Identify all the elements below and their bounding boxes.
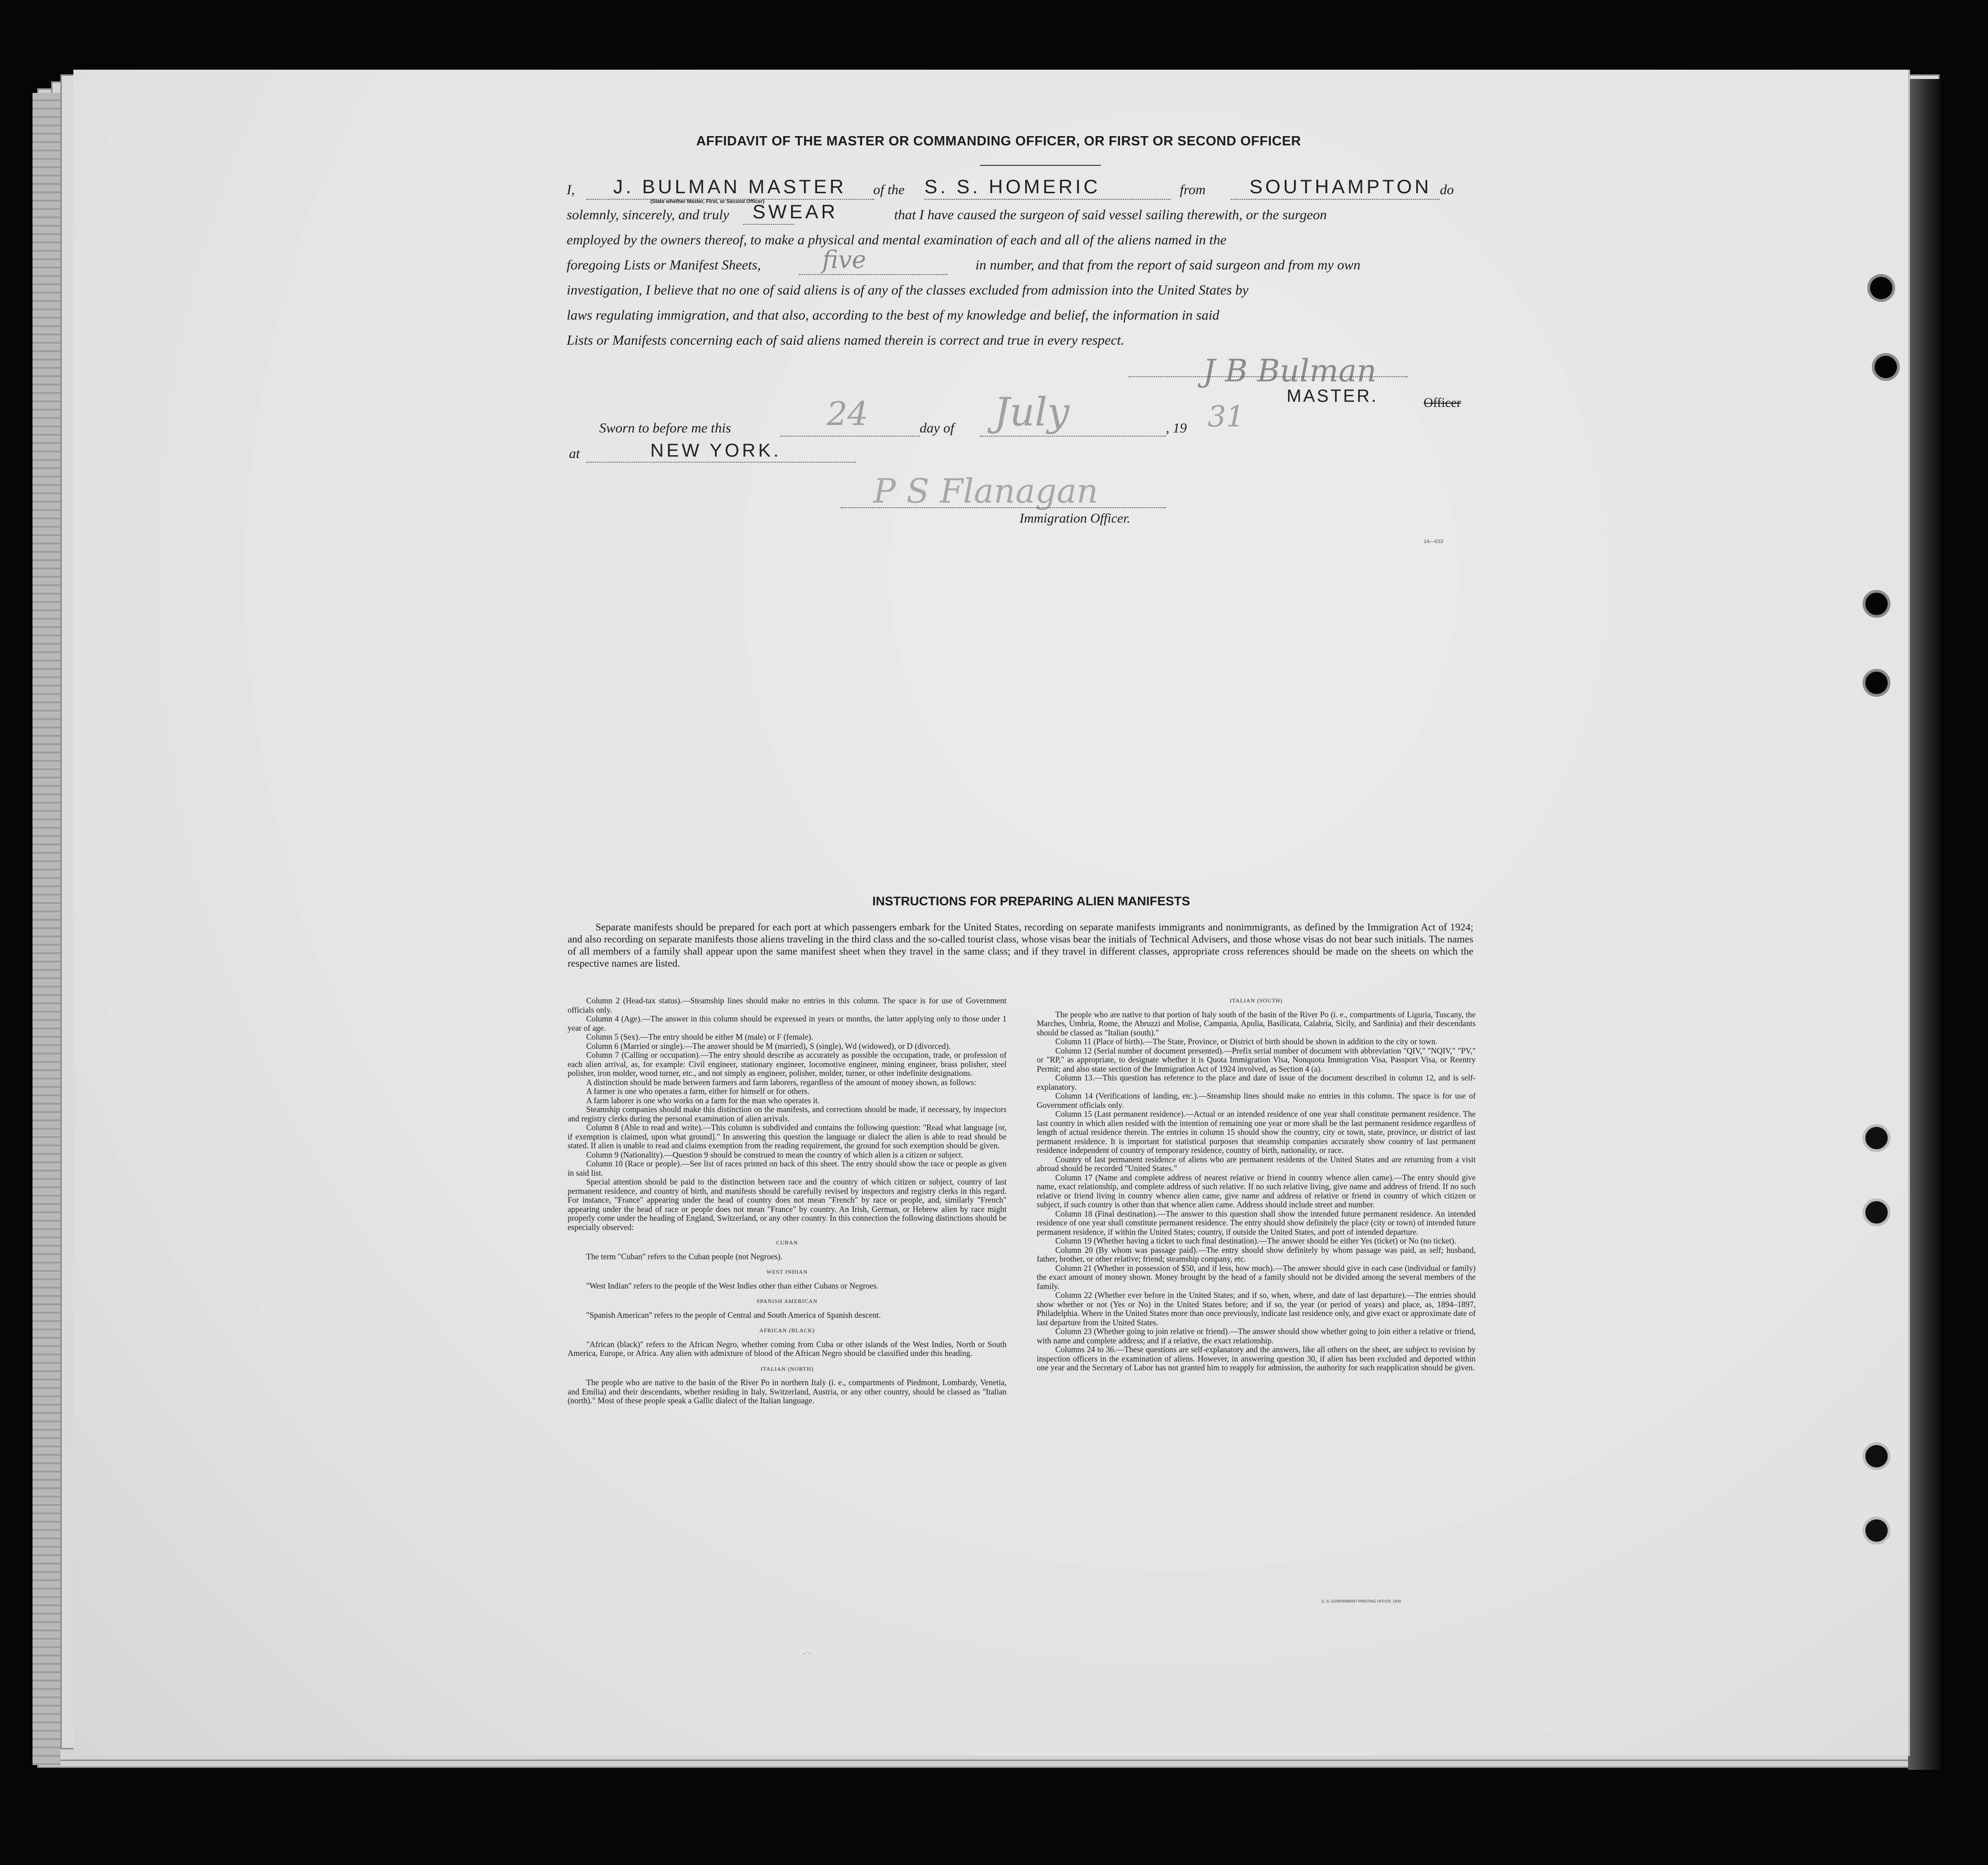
field-line xyxy=(1231,199,1440,200)
instruction-paragraph: Column 12 (Serial number of document presented).—Prefix serial number of document with abbreviation "QIV," "NQIV," "PV," or "RP," as appropriate, to designate whether it is Quota Immigration Visa, Nonquota Immigration Visa, Passport Visa, or Reentry Permit; and also state section of the Immigration Act of 1924 involved, as Section 4 (a). xyxy=(1037,1046,1476,1073)
sworn-place-field: NEW YORK. xyxy=(650,440,782,461)
ledger-binding-edge xyxy=(33,93,60,1765)
section-heading-african: AFRICAN (BLACK) xyxy=(759,1327,815,1334)
instruction-paragraph: Column 2 (Head-tax status).—Steamship lines should make no entries in this column. The space is for use of Government officials only. xyxy=(568,996,1007,1014)
instruction-paragraph: A farm laborer is one who works on a farm for the man who operates it. xyxy=(586,1095,820,1105)
instruction-paragraph: Column 9 (Nationality).—Question 9 should be construed to mean the country of which alien is a citizen or subject. xyxy=(586,1150,963,1159)
affidavit-title: AFFIDAVIT OF THE MASTER OR COMMANDING OFFICER, OR FIRST OR SECOND OFFICER xyxy=(696,134,1301,149)
sworn-month-field: July xyxy=(994,389,1070,435)
affidavit-in-number: in number, and that from the report of said surgeon and from my own xyxy=(975,257,1360,273)
instruction-paragraph: Column 10 (Race or people).—See list of races printed on back of this sheet. The entry should show the race or people as given in said list. xyxy=(568,1159,1007,1178)
instructions-intro xyxy=(568,921,1473,969)
instruction-paragraph: Column 18 (Final destination).—The answer to this question shall show the intended future permanent residence. An intended residence of one year shall constitute permanent residence. The entry should show definitely the place (city or town) of intended future permanent residence, if within the United States; country, if outside the United States, and port of intended departure. xyxy=(1037,1209,1476,1237)
punch-hole xyxy=(1867,274,1895,302)
punch-hole xyxy=(1863,1198,1890,1226)
sworn-day-of: day of xyxy=(920,420,955,436)
section-heading-west-indian: WEST INDIAN xyxy=(766,1269,808,1275)
instruction-paragraph: Column 11 (Place of birth).—The State, Province, or District of birth should be shown in addition to the city or town. xyxy=(1055,1037,1438,1046)
field-line xyxy=(780,436,920,437)
punch-hole xyxy=(1863,669,1890,697)
instruction-paragraph: Country of last permanent residence of aliens who are permanent residents of the United States and are returning from a visit abroad should be recorded "United States." xyxy=(1037,1154,1476,1173)
instruction-paragraph: Column 23 (Whether going to join relative or friend).—The answer should show whether going to join either a relative or friend, with name and complete address; and if a relative, the exact relationship. xyxy=(1037,1327,1476,1345)
officer-name-field: J. BULMAN MASTER xyxy=(613,176,847,197)
instructions-right-column xyxy=(1037,996,1476,1373)
sworn-day-field: 24 xyxy=(827,395,869,433)
instruction-paragraph: "Spanish American" refers to the people of Central and South America of Spanish descent. xyxy=(586,1310,881,1320)
affidavit-of-the: of the xyxy=(873,182,905,197)
officer-rank-field: MASTER. xyxy=(1287,386,1378,406)
instructions-left-column xyxy=(568,996,1007,1406)
field-line xyxy=(799,274,948,275)
sworn-year-prefix: , 19 xyxy=(1166,420,1187,436)
punch-hole xyxy=(1863,1124,1890,1152)
punch-hole xyxy=(1863,590,1890,618)
field-line xyxy=(743,224,794,225)
rank-hint: (State whether Master, First, or Second Officer) xyxy=(650,199,765,204)
sworn-year-field: 31 xyxy=(1208,399,1244,433)
affidavit-line-6: laws regulating immigration, and that also, according to the best of my knowledge and belief, the information in said xyxy=(567,308,1220,323)
instruction-paragraph: Column 17 (Name and complete address of nearest relative or friend in country whence alien came).—The entry should give name, exact relationship, and complete address of such relative. If no such relative living, give name and address of friend. If no such relative or friend living in country whence alien came, give name and address of relative or friend in country of which citizen or subject, if such country is other than that whence alien came. Address should include street and number. xyxy=(1037,1172,1476,1209)
field-line xyxy=(980,436,1166,437)
immigration-officer-label: Immigration Officer. xyxy=(1020,511,1131,526)
departure-port-field: SOUTHAMPTON xyxy=(1249,176,1432,197)
signature-line xyxy=(1129,376,1407,377)
vessel-name-field: S. S. HOMERIC xyxy=(924,176,1101,197)
page-edge-shadow xyxy=(1908,79,1941,1770)
affidavit-line-5: investigation, I believe that no one of said aliens is of any of the classes excluded from admission into the United States by xyxy=(567,282,1249,298)
sworn-at-label: at xyxy=(569,446,580,461)
affidavit-from: from xyxy=(1180,182,1206,197)
instruction-paragraph: Column 20 (By whom was passage paid).—The entry should show definitely by whom passage was paid, as self; husband, father, brother, or other relative; friend; steamship company, etc. xyxy=(1037,1245,1476,1263)
affidavit-line-3: employed by the owners thereof, to make a physical and mental examination of each and all of the aliens named in the xyxy=(567,232,1227,248)
affidavit-do: do xyxy=(1440,182,1454,197)
affidavit-solemnly: solemnly, sincerely, and truly xyxy=(567,207,729,222)
officer-word-struck: Officer xyxy=(1424,396,1461,410)
instruction-paragraph: "West Indian" refers to the people of the West Indies other than either Cubans or Negroes. xyxy=(586,1281,879,1290)
immigration-officer-signature: P S Flanagan xyxy=(873,471,1099,510)
intro-paragraph: Separate manifests should be prepared for each port at which passengers embark for the United States, recording on separate manifests immigrants and nonimmigrants, as defined by the Immigration Act of 1924; and also recording on separate manifests those aliens traveling in the third class and the so-called tourist class, whose visas bear the initials of Technical Advisers, and those whose visas do not bear such initials. The names of all members of a family shall appear upon the same manifest sheet when they travel in the same class; and if they travel in different classes, appropriate cross references should be made on the sheets on which the respective names are listed. xyxy=(568,921,1473,969)
instruction-paragraph: Column 21 (Whether in possession of $50, and if less, how much).—The answer should give in each case (individual or family) the exact amount of money shown. Money brought by the head of a family should not be divided among the several members of the family. xyxy=(1037,1263,1476,1291)
instruction-paragraph: Column 5 (Sex).—The entry should be either M (male) or F (female). xyxy=(586,1032,813,1041)
instruction-paragraph: A farmer is one who operates a farm, either for himself or for others. xyxy=(586,1086,810,1096)
ink-smudge: . ·. xyxy=(804,1649,811,1656)
instruction-paragraph: Column 22 (Whether ever before in the United States; and if so, when, where, and date of last departure).—The entries should show whether or not (Yes or No) in the United States before; and if so, the year (or period of years) and place, as, 1894–1897, Philadelphia. Where in the United States more than once previously, indicate last residence only, and give exact or approximate date of last departure from the United States. xyxy=(1037,1290,1476,1327)
instruction-paragraph: Column 6 (Married or single).—The answer should be M (married), S (single), Wd (widowed), or D (divorced). xyxy=(586,1041,951,1051)
signature-line xyxy=(841,507,1166,508)
instruction-paragraph: "African (black)" refers to the African Negro, whether coming from Cuba or other islands of the West Indies, North or South America, Europe, or Africa. Any alien with admixture of blood of the African Negro should be classified under this heading. xyxy=(568,1339,1007,1358)
instruction-paragraph: Column 4 (Age).—The answer in this column should be expressed in years or months, the latter applying only to those under 1 year of age. xyxy=(568,1014,1007,1033)
affidavit-surgeon: that I have caused the surgeon of said vessel sailing therewith, or the surgeon xyxy=(894,207,1327,222)
title-rule xyxy=(980,165,1101,166)
form-number: 14—633 xyxy=(1424,539,1443,544)
affidavit-line-7: Lists or Manifests concerning each of said aliens named therein is correct and true in every respect. xyxy=(567,333,1125,348)
instruction-paragraph: Column 15 (Last permanent residence).—Actual or an intended residence of one year shall constitute permanent residence. The last country in which alien resided with the intention of remaining one year or more shall be the last permanent residence regardless of length of actual residence therein. The entries in column 15 should show the country, city or town, state, province, or district of last permanent residence. It is important for statistical purposes that steamship companies accurately show country of last permanent residence independent of country of temporary residence, country of birth, nationality, or race. xyxy=(1037,1109,1476,1155)
affidavit-i: I, xyxy=(567,182,575,197)
section-heading-italian-south: ITALIAN (SOUTH) xyxy=(1229,997,1283,1004)
punch-hole xyxy=(1863,1517,1890,1544)
punch-hole xyxy=(1863,1442,1890,1470)
master-signature: J B Bulman xyxy=(1203,353,1377,389)
instruction-paragraph: The people who are native to the basin of the River Po in northern Italy (i. e., compartments of Piedmont, Lombardy, Venetia, and Emilia) and their descendants, whether residing in Italy, Switzerland, Austria, or any other country, should be classed as "Italian (north)." Most of these people speak a Gallic dialect of the Italian language. xyxy=(568,1378,1007,1405)
instruction-paragraph: A distinction should be made between farmers and farm laborers, regardless of the amount of money shown, as follows: xyxy=(586,1077,976,1087)
instruction-paragraph: Special attention should be paid to the distinction between race and the country of which citizen or subject, country of last permanent residence, and country of birth, and manifests should be carefully revised by inspectors and registry clerks in this regard. For instance, "France" appearing under the head of country does not mean "French" by race or people, and, similarly "French" appearing under the head of race or people does not mean "France" by country. An Irish, German, or Hebrew alien by race might properly come under the heading of England, Switzerland, or any other country. In this connection the following distinctions should be especially observed: xyxy=(568,1177,1007,1232)
printing-office-note: U. S. GOVERNMENT PRINTING OFFICE: 1930 xyxy=(1321,1599,1401,1603)
sworn-before-me: Sworn to before me this xyxy=(599,420,731,436)
punch-hole xyxy=(1872,353,1900,381)
instruction-paragraph: The term "Cuban" refers to the Cuban people (not Negroes). xyxy=(586,1251,783,1261)
affidavit-foregoing: foregoing Lists or Manifest Sheets, xyxy=(567,257,761,273)
instruction-paragraph: Column 7 (Calling or occupation).—The entry should describe as accurately as possible the occupation, trade, or profession of each alien arrival, as, for example: Civil engineer, stationary engineer, locomotive engineer, mining engineer, brass polisher, steel polisher, iron molder, wood turner, etc., and not simply as engineer, polisher, molder, turner, or other indefinite designations. xyxy=(568,1050,1007,1078)
instruction-paragraph: Column 19 (Whether having a ticket to such final destination).—The answer should be either Yes (ticket) or No (no ticket). xyxy=(1055,1236,1457,1245)
section-heading-cuban: CUBAN xyxy=(776,1239,798,1246)
instruction-paragraph: Column 14 (Verifications of landing, etc.).—Steamship lines should make no entries in this column. The space is for use of Government officials only. xyxy=(1037,1091,1476,1110)
oath-field: SWEAR xyxy=(752,201,838,222)
section-heading-spanish-american: SPANISH AMERICAN xyxy=(756,1298,818,1304)
instruction-paragraph: Steamship companies should make this distinction on the manifests, and corrections should be made, if necessary, by inspectors and registry clerks during the personal examination of alien arrivals. xyxy=(568,1105,1007,1123)
instructions-title: INSTRUCTIONS FOR PREPARING ALIEN MANIFESTS xyxy=(872,894,1190,908)
section-heading-italian-north: ITALIAN (NORTH) xyxy=(760,1365,814,1372)
instruction-paragraph: Columns 24 to 36.—These questions are self-explanatory and the answers, like all others on the sheet, are subject to revision by inspection officers in the examination of aliens. However, in answering question 30, if alien has been excluded and deported within one year and the Secretary of Labor has not granted him to reapply for admission, the authority for such reapplication should be given. xyxy=(1037,1345,1476,1372)
instruction-paragraph: The people who are native to that portion of Italy south of the basin of the River Po (i. e., compartments of Liguria, Tuscany, the Marches, Umbria, Rome, the Abruzzi and Molise, Campania, Apulia, Basilicata, Calabria, Sicily, and Sardinia) and their descendants should be classed as "Italian (south)." xyxy=(1037,1009,1476,1037)
field-line xyxy=(924,199,1171,200)
sheet-count-field: five xyxy=(822,246,866,274)
field-line xyxy=(586,462,856,463)
instruction-paragraph: Column 13.—This question has reference to the place and date of issue of the document described in column 12, and is self-explanatory. xyxy=(1037,1073,1476,1092)
instruction-paragraph: Column 8 (Able to read and write).—This column is subdivided and contains the following question: "Read what language [or, if exemption is claimed, upon what ground]." In answering this question the language or dialect the alien is able to read should be stated. If alien is unable to read and claims exemption from the reading requirement, the ground for such exemption should be given. xyxy=(568,1123,1007,1150)
